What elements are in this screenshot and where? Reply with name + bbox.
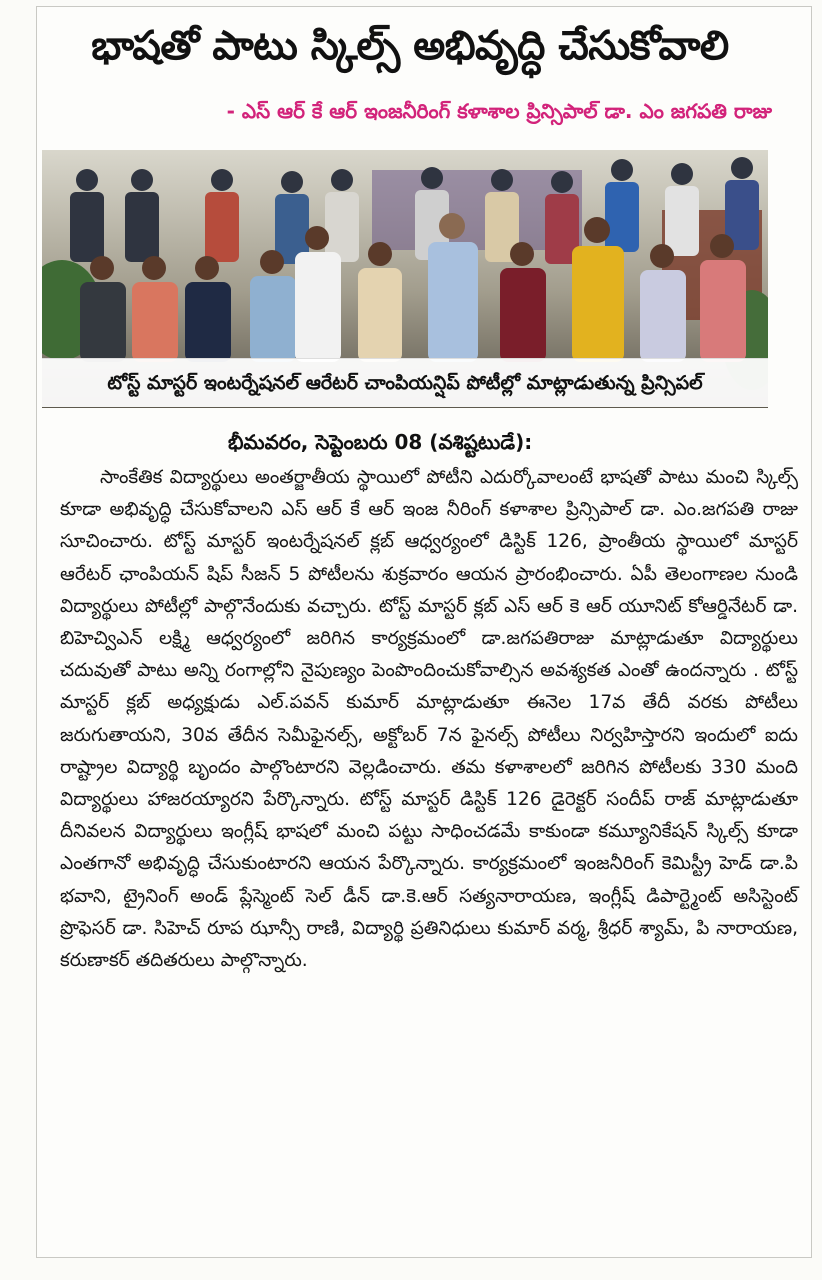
article-body: సాంకేతిక విద్యార్థులు అంతర్జాతీయ స్థాయిలో పోటీని ఎదుర్కోవాలంటే భాషతో పాటు మంచి స్కిల్స్ కూడా అభివృద్ధి చేసుకోవాలని ఎస్ ఆర్ కే ఆర్ ఇంజ నీరింగ్ కళాశాల ప్రిన్సిపాల్ డా. ఎం.జగపతి రాజు సూచించారు. టోస్ట్ మాస్టర్ ఇంటర్నేషనల్ క్లబ్ ఆధ్వర్యంలో డిస్టిక్ 126, ప్రాంతీయ స్థాయిలో మాస్టర్ ఆరేటర్ ఛాంపియన్ షిప్ సీజన్ 5 పోటీలను శుక్రవారం ఆయన ప్రారంభించారు. ఏపీ తెలంగాణల నుండి విద్యార్థులు పోటీల్లో పాల్గొనేందుకు వచ్చారు. టోస్ట్ మాస్టర్ క్లబ్ ఎస్ ఆర్ కె ఆర్ యూనిట్ కోఆర్డినేటర్ డా. బిహెచ్విఎన్ లక్ష్మి ఆధ్వర్యంలో జరిగిన కార్యక్రమంలో డా.జగపతిరాజు మాట్లాడుతూ విద్యార్థులు చదువుతో పాటు అన్ని రంగాల్లోని నైపుణ్యం పెంపొందించుకోవాల్సిన అవశ్యకత ఎంతో ఉందన్నారు . టోస్ట్ మాస్టర్ క్లబ్ అధ్యక్షుడు ఎల్.పవన్ కుమార్ మాట్లాడుతూ ఈనెల 17వ తేదీ వరకు పోటీలు జరుగుతాయని, 30వ తేదీన సెమీఫైనల్స్, అక్టోబర్ 7న ఫైనల్స్ పోటీలు నిర్వహిస్తారని ఇందులో ఐదు రాష్ట్రాల విద్యార్థి బృందం పాల్గొంటారని వెల్లడించారు. తమ కళాశాలలో జరిగిన పోటీలకు 330 మంది విద్యార్థులు హాజరయ్యారని పేర్కొన్నారు. టోస్ట్ మాస్టర్ డిస్టిక్ 126 డైరెక్టర్ సందీప్ రాజ్ మాట్లాడుతూ దీనివలన విద్యార్థులు ఇంగ్లీష్ భాషలో మంచి పట్టు సాధించడమే కాకుండా కమ్యూనికేషన్ స్కిల్స్ కూడా ఎంతగానో అభివృద్ధి చేసుకుంటారని ఆయన పేర్కొన్నారు. కార్యక్రమంలో ఇంజనీరింగ్ కెమిస్ట్రీ హెడ్ డా.పి భవాని, ట్రైనింగ్ అండ్ ప్లేస్మెంట్ సెల్ డీన్ డా.కె.ఆర్ సత్యనారాయణ, ఇంగ్లీష్ డిపార్ట్మెంట్ అసిస్టెంట్ ప్రొఫెసర్ డా. సిహెచ్ రూప ఝాన్సీ రాణి, విద్యార్థి ప్రతినిధులు కుమార్ వర్మ, శ్రీధర్ శ్యామ్, పి నారాయణ, కరుణాకర్ తదితరులు పాల్గొన్నారు. [60, 467, 798, 972]
photo-caption: టోస్ట్ మాస్టర్ ఇంటర్నేషనల్ ఆరేటర్ చాంపియన్షిప్ పోటీల్లో మాట్లాడుతున్న ప్రిన్సిపల్ [42, 358, 768, 407]
dateline: భీమవరం, సెప్టెంబరు 08 (వశిష్టటుడే): [228, 430, 533, 454]
headline: భాషతో పాటు స్కిల్స్ అభివృద్ధి చేసుకోవాలి [91, 23, 729, 69]
subheadline: - ఎస్ ఆర్ కే ఆర్ ఇంజనీరింగ్ కళాశాల ప్రిన్సిపాల్ డా. ఎం జగపతి రాజు [226, 99, 772, 123]
